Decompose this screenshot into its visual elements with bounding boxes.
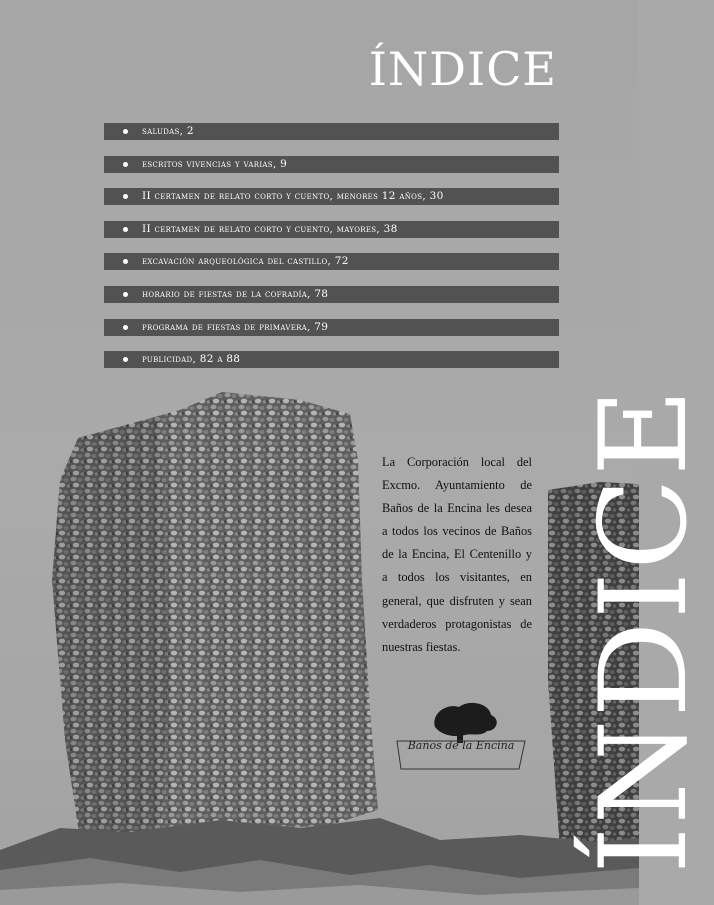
toc-item-programa[interactable]: [104, 319, 559, 336]
bullet-icon: [123, 194, 128, 199]
toc-item-label: programa de fiestas de primavera, 79: [142, 320, 329, 333]
bullet-icon: [123, 227, 128, 232]
toc-item-label: horario de fiestas de la cofradía, 78: [142, 287, 329, 300]
toc-item-publicidad[interactable]: [104, 351, 559, 368]
bullet-icon: [123, 292, 128, 297]
logo-text: Baños de la Encina: [407, 739, 515, 752]
toc-item-escritos[interactable]: [104, 156, 559, 173]
bullet-icon: [123, 259, 128, 264]
greeting-paragraph: La Corporación local del Excmo. Ayuntamiento de Baños de la Encina les desea a todos los vecinos de Baños de la Encina, El Centenillo y a todos los visitantes, en general, que disfruten y sean verdaderos protagonistas de nuestras fiestas.: [382, 455, 532, 654]
bullet-icon: [123, 325, 128, 330]
bullet-icon: [123, 162, 128, 167]
bullet-icon: [123, 357, 128, 362]
toc-item-label: escritos vivencias y varias, 9: [142, 157, 288, 170]
toc-item-label: II certamen de relato corto y cuento, mayores, 38: [142, 222, 398, 235]
toc-item-horario[interactable]: [104, 286, 559, 303]
castle-towers-photo: [0, 380, 639, 905]
table-of-contents: [104, 123, 559, 384]
toc-item-certamen-menores[interactable]: [104, 188, 559, 205]
toc-item-excavacion[interactable]: [104, 253, 559, 270]
toc-item-label: publicidad, 82 a 88: [142, 353, 241, 366]
town-logo: [391, 697, 531, 775]
toc-item-label: excavación arqueológica del castillo, 72: [142, 255, 349, 268]
oak-tree-icon: [391, 697, 531, 775]
page-title: ÍNDICE: [368, 42, 557, 96]
toc-item-label: II certamen de relato corto y cuento, menores 12 años, 30: [142, 190, 444, 203]
vertical-title: ÍNDICE: [575, 386, 714, 874]
toc-item-certamen-mayores[interactable]: [104, 221, 559, 238]
toc-item-saludas[interactable]: [104, 123, 559, 140]
toc-item-label: saludas, 2: [142, 125, 194, 137]
bullet-icon: [123, 129, 128, 134]
